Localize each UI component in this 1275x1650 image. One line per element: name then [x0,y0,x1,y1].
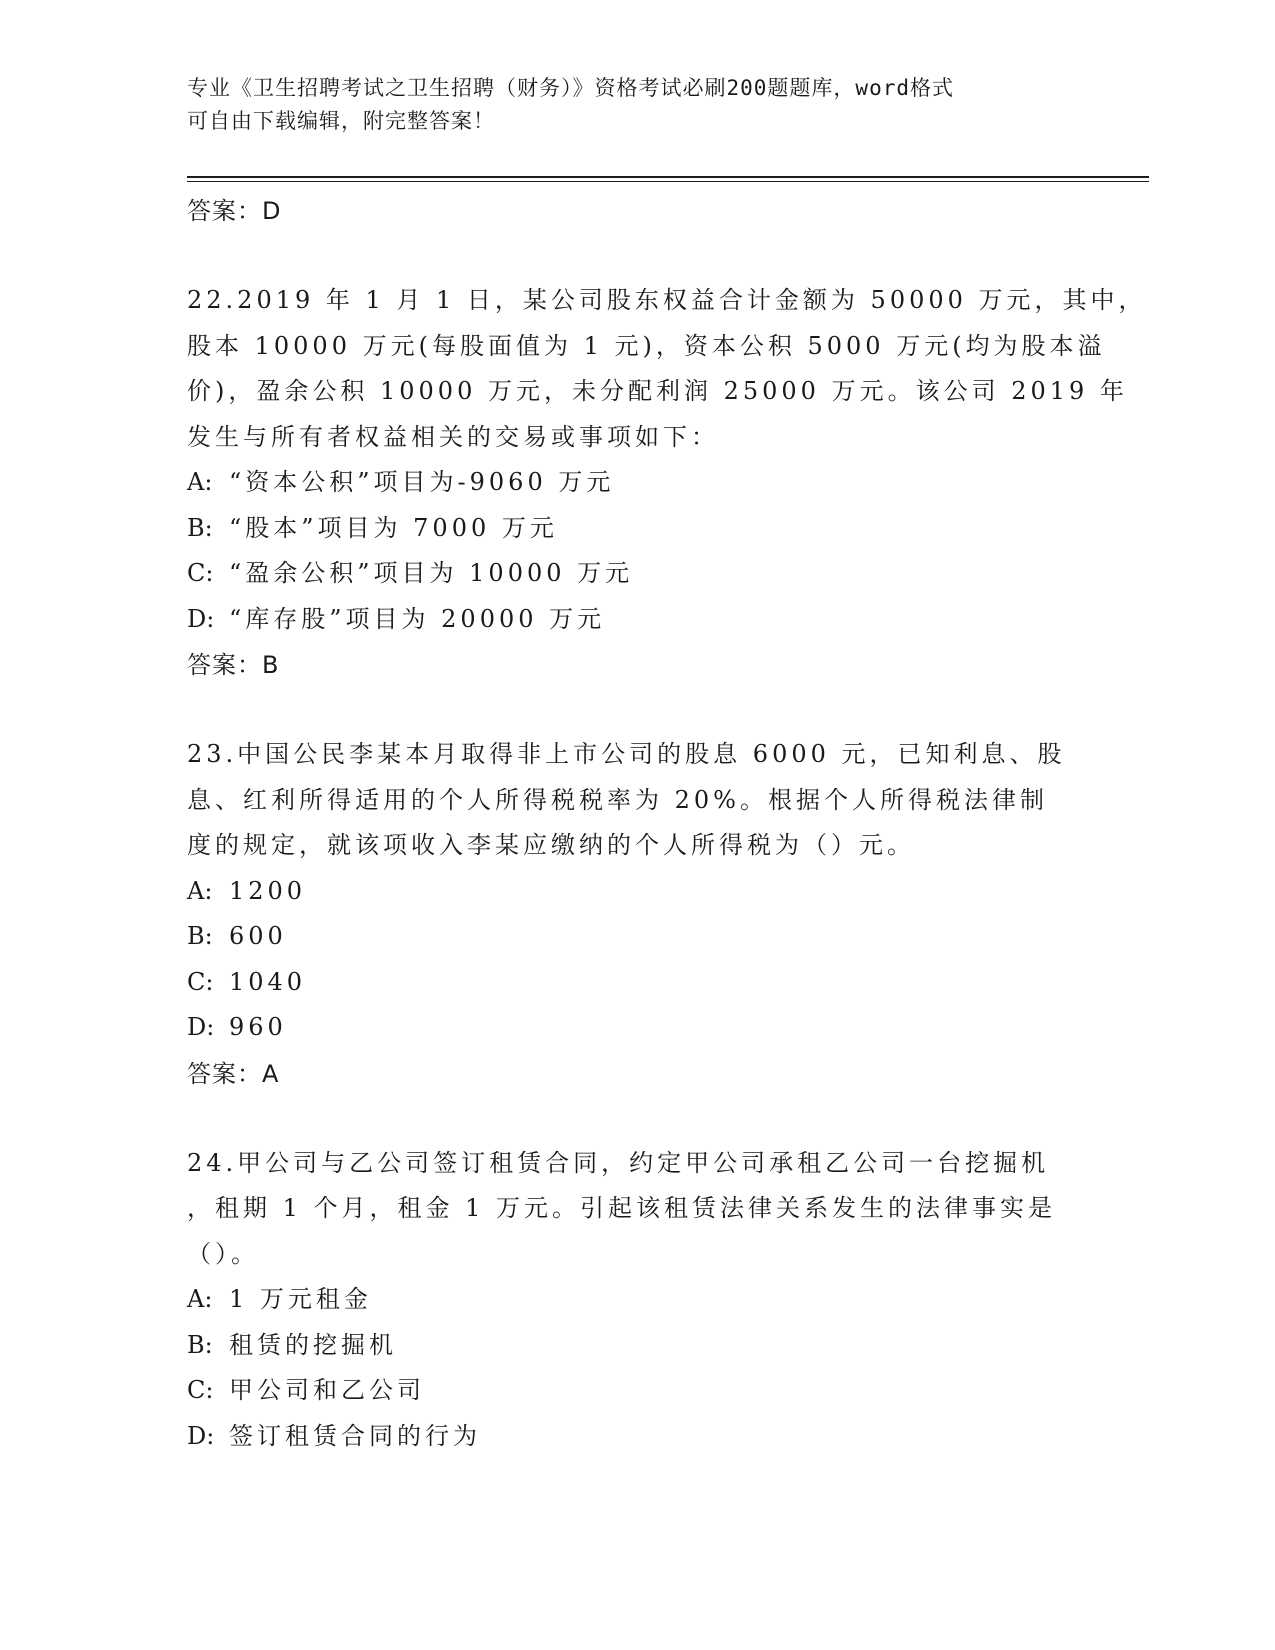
option-text: “资本公积”项目为-9060 万元 [229,468,615,496]
option-letter: A: [187,468,213,496]
option-text: 1 万元租金 [229,1285,372,1313]
answer-value: B [262,651,280,679]
answer-label: 答案： [187,1059,262,1088]
option-letter: A: [187,1285,213,1313]
option-a [187,460,1087,506]
answer-value: D [262,197,282,225]
option-d [187,597,1087,643]
header-rule-thick [187,176,1149,178]
question-stem-line: 24.甲公司与乙公司签订租赁合同，约定甲公司承租乙公司一台挖掘机 [187,1148,1050,1177]
option-letter: C: [187,1376,214,1404]
option-letter: B: [187,513,213,542]
question-23 [187,732,1087,1097]
answer-label: 答案： [187,651,262,679]
question-24 [187,1141,1087,1460]
option-text: 甲公司和乙公司 [229,1376,425,1404]
option-text: “盈余公积”项目为 10000 万元 [229,559,634,587]
option-text: 960 [229,1013,287,1041]
option-a [187,869,1087,915]
option-letter: B: [187,922,213,950]
option-c [187,1368,1087,1414]
header-line-2: 可自由下载编辑，附完整答案！ [187,109,495,133]
option-b [187,1323,1087,1369]
answer-line [187,1051,1087,1097]
answer-label: 答案： [187,197,262,225]
option-d [187,1005,1087,1051]
option-letter: B: [187,1330,213,1359]
option-letter: D: [187,604,215,633]
option-c [187,960,1087,1006]
answer-line [187,642,1087,688]
option-text: 签订租赁合同的行为 [229,1421,481,1450]
option-letter: C: [187,559,214,587]
option-letter: D: [187,1421,215,1450]
question-stem-line: 股本 10000 万元(每股面值为 1 元)，资本公积 5000 万元(均为股本溢 [187,331,1106,360]
option-a [187,1277,1087,1323]
option-text: 1200 [229,876,307,905]
spacer [187,234,1087,278]
question-stem-line: 度的规定，就该项收入李某应缴纳的个人所得税为（）元。 [187,831,915,859]
spacer [187,688,1087,732]
option-text: “库存股”项目为 20000 万元 [229,604,606,633]
option-text: “股本”项目为 7000 万元 [229,513,558,542]
question-22 [187,278,1147,688]
option-letter: D: [187,1013,215,1041]
option-c [187,551,1087,597]
spacer [187,1097,1087,1141]
question-stem [187,732,1087,869]
question-stem-line: 23.中国公民李某本月取得非上市公司的股息 6000 元，已知利息、股 [187,740,1066,768]
document-body [187,188,1147,1459]
option-text: 租赁的挖掘机 [229,1330,397,1359]
question-stem-line: （）。 [187,1239,259,1268]
option-letter: C: [187,967,214,996]
header-line-1: 专业《卫生招聘考试之卫生招聘（财务）》资格考试必刷200题题库，word格式 [187,76,954,100]
option-b [187,506,1087,552]
option-d [187,1414,1087,1460]
question-stem-line: 息、红利所得适用的个人所得税税率为 20%。根据个人所得税法律制 [187,785,1048,814]
question-stem [187,278,1147,460]
question-stem-line: 价)，盈余公积 10000 万元，未分配利润 25000 万元。该公司 2019 年 [187,377,1128,405]
option-letter: A: [187,876,213,905]
question-stem [187,1141,1087,1278]
option-b [187,914,1087,960]
option-text: 600 [229,922,287,950]
question-stem-line: ，租期 1 个月，租金 1 万元。引起该租赁法律关系发生的法律事实是 [187,1194,1057,1222]
header-rule-thin [187,181,1149,182]
answer-value: A [262,1059,280,1088]
question-stem-line: 22.2019 年 1 月 1 日，某公司股东权益合计金额为 50000 万元，其中， [187,286,1147,314]
answer-line [187,188,1087,234]
question-stem-line: 发生与所有者权益相关的交易或事项如下： [187,422,719,451]
option-text: 1040 [229,967,307,996]
document-header [187,72,1067,138]
